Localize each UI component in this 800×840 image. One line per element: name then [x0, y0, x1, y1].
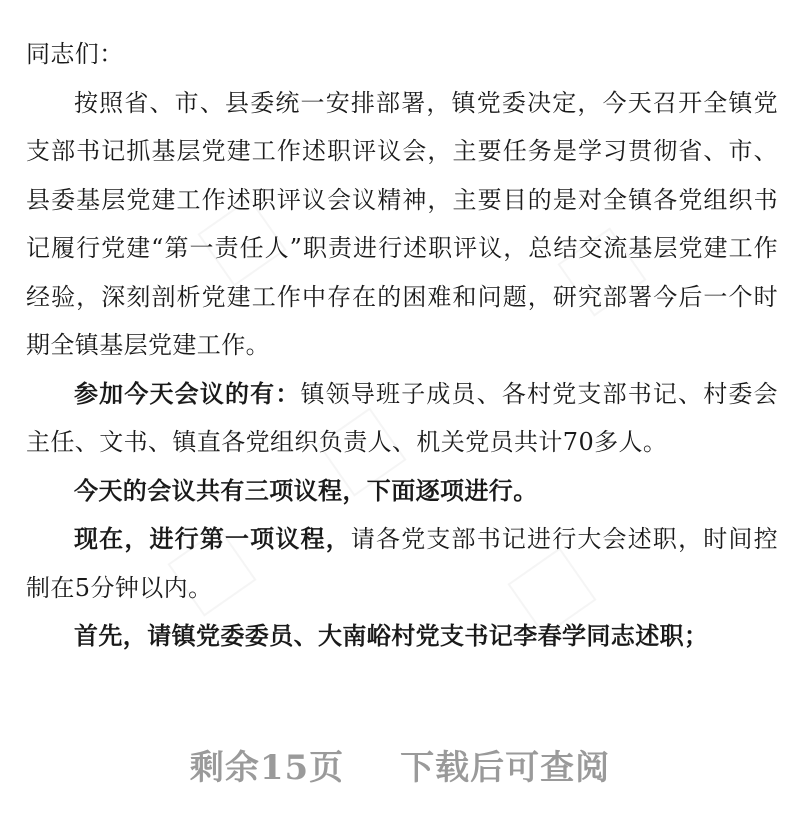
download-prompt[interactable]	[0, 740, 800, 789]
download-to-view-label: 下载后可查阅	[400, 748, 611, 788]
paragraph-first-speaker: 首先，请镇党委委员、大南峪村党支书记李春学同志述职；	[74, 621, 709, 650]
document-body	[26, 30, 778, 661]
salutation: 同志们：	[26, 40, 124, 68]
attendees-text: 镇领导班子成员、各村党支部书记、村委会主任、文书、镇直各党组织负责人、机关党员共计70多人。	[26, 379, 778, 456]
remaining-pages-label: 剩余15页	[189, 748, 345, 788]
attendees-heading: 参加今天会议的有：	[74, 378, 301, 408]
first-item-heading: 现在，进行第一项议程，	[74, 524, 351, 553]
paragraph-agenda: 今天的会议共有三项议程，下面逐项进行。	[74, 475, 538, 505]
paragraph-intro: 按照省、市、县委统一安排部署，镇党委决定，今天召开全镇党支部书记抓基层党建工作述职评议会，主要任务是学习贯彻省、市、县委基层党建工作述职评议会议精神，主要目的是对全镇各党组织书记履行党建“第一责任人”职责进行述职评议，总结交流基层党建工作经验，深刻剖析党建工作中存在的困难和问题，研究部署今后一个时期全镇基层党建工作。	[26, 88, 778, 359]
paragraph-first-item	[26, 515, 778, 612]
paragraph-attendees	[26, 370, 778, 467]
first-item-text: 请各党支部书记进行大会述职，时间控制在5分钟以内。	[26, 525, 778, 602]
